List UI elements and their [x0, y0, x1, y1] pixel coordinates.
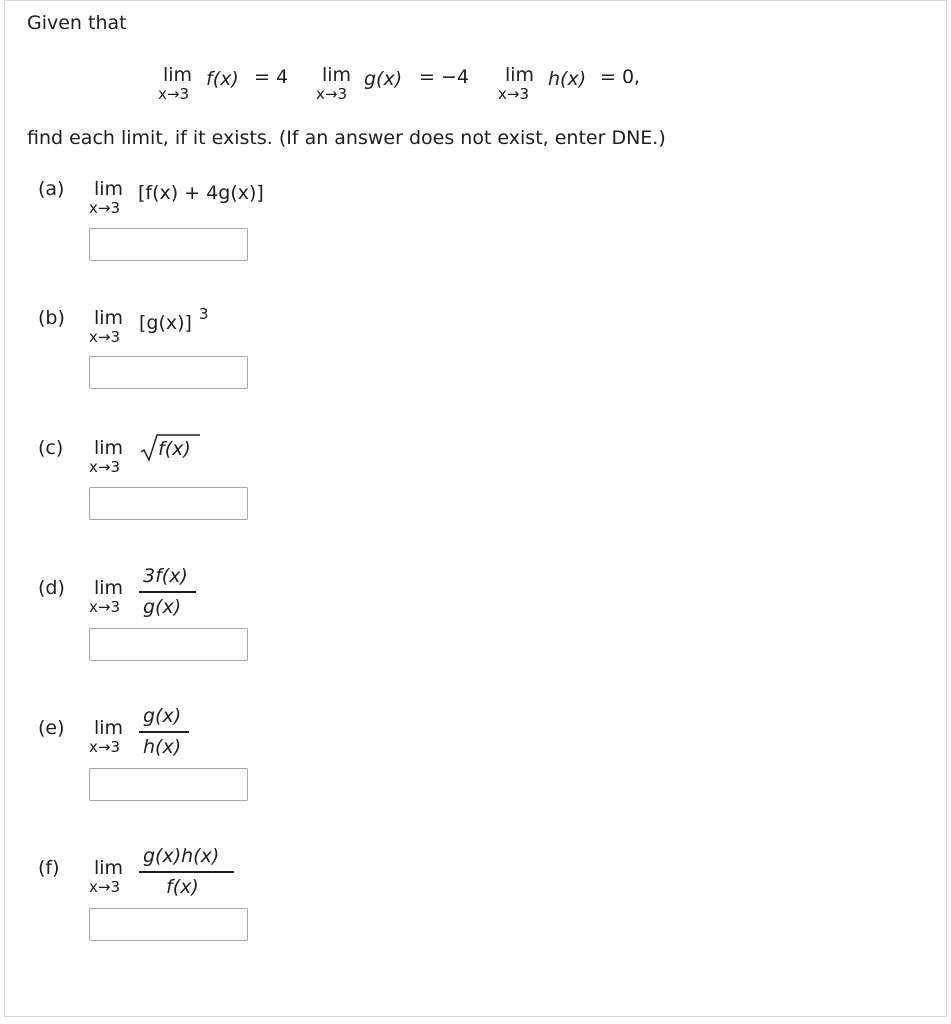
lim-subscript: x→3 — [498, 85, 529, 103]
fraction-bar — [139, 731, 189, 733]
given-f-value: = 4 — [254, 66, 289, 88]
lim-label: lim — [94, 307, 124, 329]
answer-input-f[interactable] — [89, 908, 248, 941]
given-h-value: = 0, — [600, 66, 641, 88]
fraction-bar — [139, 871, 234, 873]
part-label: (b) — [38, 307, 65, 329]
given-g-value: = −4 — [419, 66, 469, 88]
answer-input-d[interactable] — [89, 628, 248, 661]
lim-subscript: x→3 — [316, 85, 347, 103]
lim-subscript: x→3 — [89, 199, 120, 217]
lim-subscript: x→3 — [89, 738, 120, 756]
fraction-numerator: g(x) — [143, 705, 182, 727]
lim-label: lim — [94, 178, 124, 200]
lim-subscript: x→3 — [89, 328, 120, 346]
answer-input-e[interactable] — [89, 768, 248, 801]
lim-label: lim — [322, 64, 352, 86]
lim-subscript: x→3 — [89, 458, 120, 476]
lim-label: lim — [94, 437, 124, 459]
lim-label: lim — [505, 64, 535, 86]
fraction-numerator: 3f(x) — [143, 565, 188, 587]
fraction-denominator: f(x) — [166, 876, 199, 898]
part-label: (a) — [38, 178, 65, 200]
fraction-bar — [139, 591, 196, 593]
part-label: (c) — [38, 437, 64, 459]
intro-text: Given that — [27, 12, 127, 34]
given-h-func: h(x) — [548, 68, 587, 90]
lim-subscript: x→3 — [89, 878, 120, 896]
part-label: (f) — [38, 857, 60, 879]
lim-subscript: x→3 — [158, 85, 189, 103]
given-f-func: f(x) — [206, 68, 239, 90]
lim-label: lim — [94, 857, 124, 879]
part-expression: f(x) — [158, 438, 191, 460]
part-expression: [f(x) + 4g(x)] — [138, 182, 264, 204]
fraction-denominator: g(x) — [143, 596, 182, 618]
fraction-numerator: g(x)h(x) — [143, 845, 220, 867]
lim-label: lim — [163, 64, 193, 86]
lim-label: lim — [94, 577, 124, 599]
lim-label: lim — [94, 717, 124, 739]
exponent: 3 — [199, 305, 209, 323]
fraction-denominator: h(x) — [143, 736, 182, 758]
given-g-func: g(x) — [364, 68, 403, 90]
answer-input-a[interactable] — [89, 228, 248, 261]
instruction-text: find each limit, if it exists. (If an answer does not exist, enter DNE.) — [27, 127, 666, 149]
lim-subscript: x→3 — [89, 598, 120, 616]
part-expression: [g(x)] — [139, 312, 192, 334]
part-label: (d) — [38, 577, 65, 599]
part-label: (e) — [38, 717, 65, 739]
answer-input-c[interactable] — [89, 487, 248, 520]
answer-input-b[interactable] — [89, 356, 248, 389]
